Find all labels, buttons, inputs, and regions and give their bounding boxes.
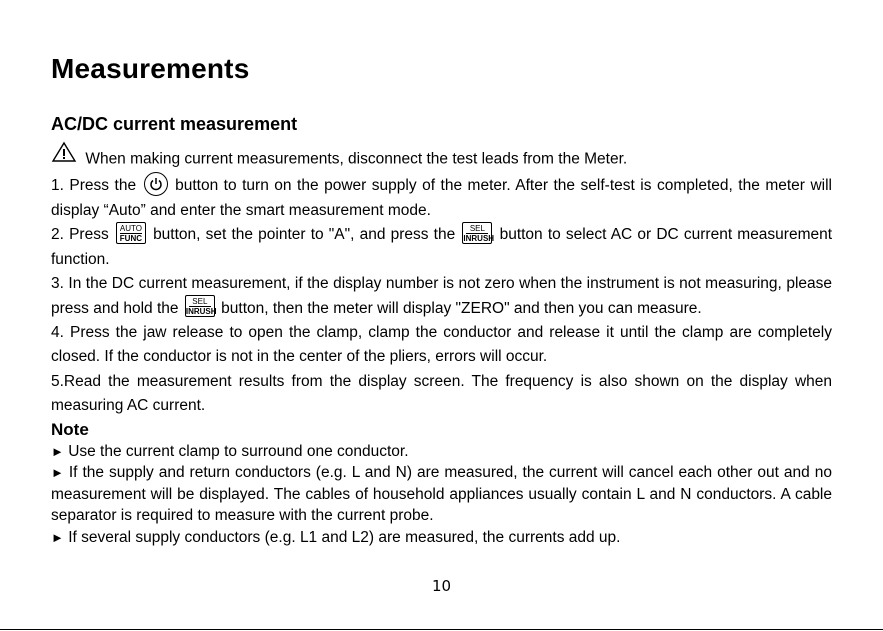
- step-3-lead: 3. In the DC current measurement, if the display number is not zero when the instrument is not measuring, please press and hold the: [51, 275, 832, 317]
- note-item-text: If the supply and return conductors (e.g. L and N) are measured, the current will cancel each other out and no measurement will be displayed. The cables of household appliances usually contain L and N conductors. A cable separator is required to measure with the current probe.: [51, 464, 832, 525]
- power-button-icon: [144, 172, 168, 196]
- bullet-arrow-icon: ►: [51, 465, 64, 481]
- key-bottom-label: FUNC: [119, 234, 142, 244]
- bullet-arrow-icon: ►: [51, 443, 64, 459]
- key-bottom-label: INRUSH: [463, 234, 495, 244]
- note-item: [51, 441, 832, 463]
- sel-inrush-key-icon: [462, 222, 495, 244]
- page-number: 10: [431, 577, 452, 595]
- auto-func-key-icon: [116, 222, 146, 244]
- note-title: Note: [51, 419, 89, 439]
- warning-text: When making current measurements, disconnect the test leads from the Meter.: [85, 150, 628, 168]
- step-1-lead: 1. Press the: [51, 177, 137, 195]
- warning-line: [51, 144, 832, 174]
- bullet-arrow-icon: ►: [51, 529, 64, 545]
- note-item: [51, 462, 832, 527]
- step-4: 4. Press the jaw release to open the clamp, clamp the conductor and release it until the clamp are completely closed. If the conductor is not in the center of the pliers, errors will occur.: [51, 323, 832, 366]
- step-1-text: button to turn on the power supply of the meter. After the self-test is completed, the meter will display “Auto” and enter the smart measurement mode.: [51, 177, 832, 219]
- section-title: AC/DC current measurement: [51, 114, 298, 134]
- step-3-text: button, then the meter will display "ZERO" and then you can measure.: [221, 299, 702, 317]
- body-text: [51, 144, 832, 548]
- note-item-text: Use the current clamp to surround one conductor.: [68, 442, 409, 460]
- step-3: [51, 272, 832, 321]
- page-title: Measurements: [51, 53, 250, 84]
- key-top-label: SEL: [189, 296, 211, 307]
- step-1: [51, 174, 832, 223]
- sel-inrush-key-icon: [185, 295, 215, 317]
- note-item: [51, 527, 832, 549]
- key-bottom-label: INRUSH: [185, 307, 217, 317]
- step-2-lead: 2. Press: [51, 226, 109, 244]
- key-top-label: SEL: [466, 223, 488, 234]
- step-2-middle: button, set the pointer to "A", and press the: [153, 226, 456, 244]
- key-top-label: AUTO: [119, 224, 142, 234]
- bottom-rule: [0, 629, 883, 630]
- warning-triangle-icon: [51, 141, 77, 171]
- note-item-text: If several supply conductors (e.g. L1 and L2) are measured, the currents add up.: [68, 528, 621, 546]
- step-2: [51, 223, 832, 272]
- step-5: 5.Read the measurement results from the display screen. The frequency is also shown on the display when measuring AC current.: [51, 372, 832, 415]
- step-2-text: button to select AC or DC current measurement function.: [51, 226, 833, 268]
